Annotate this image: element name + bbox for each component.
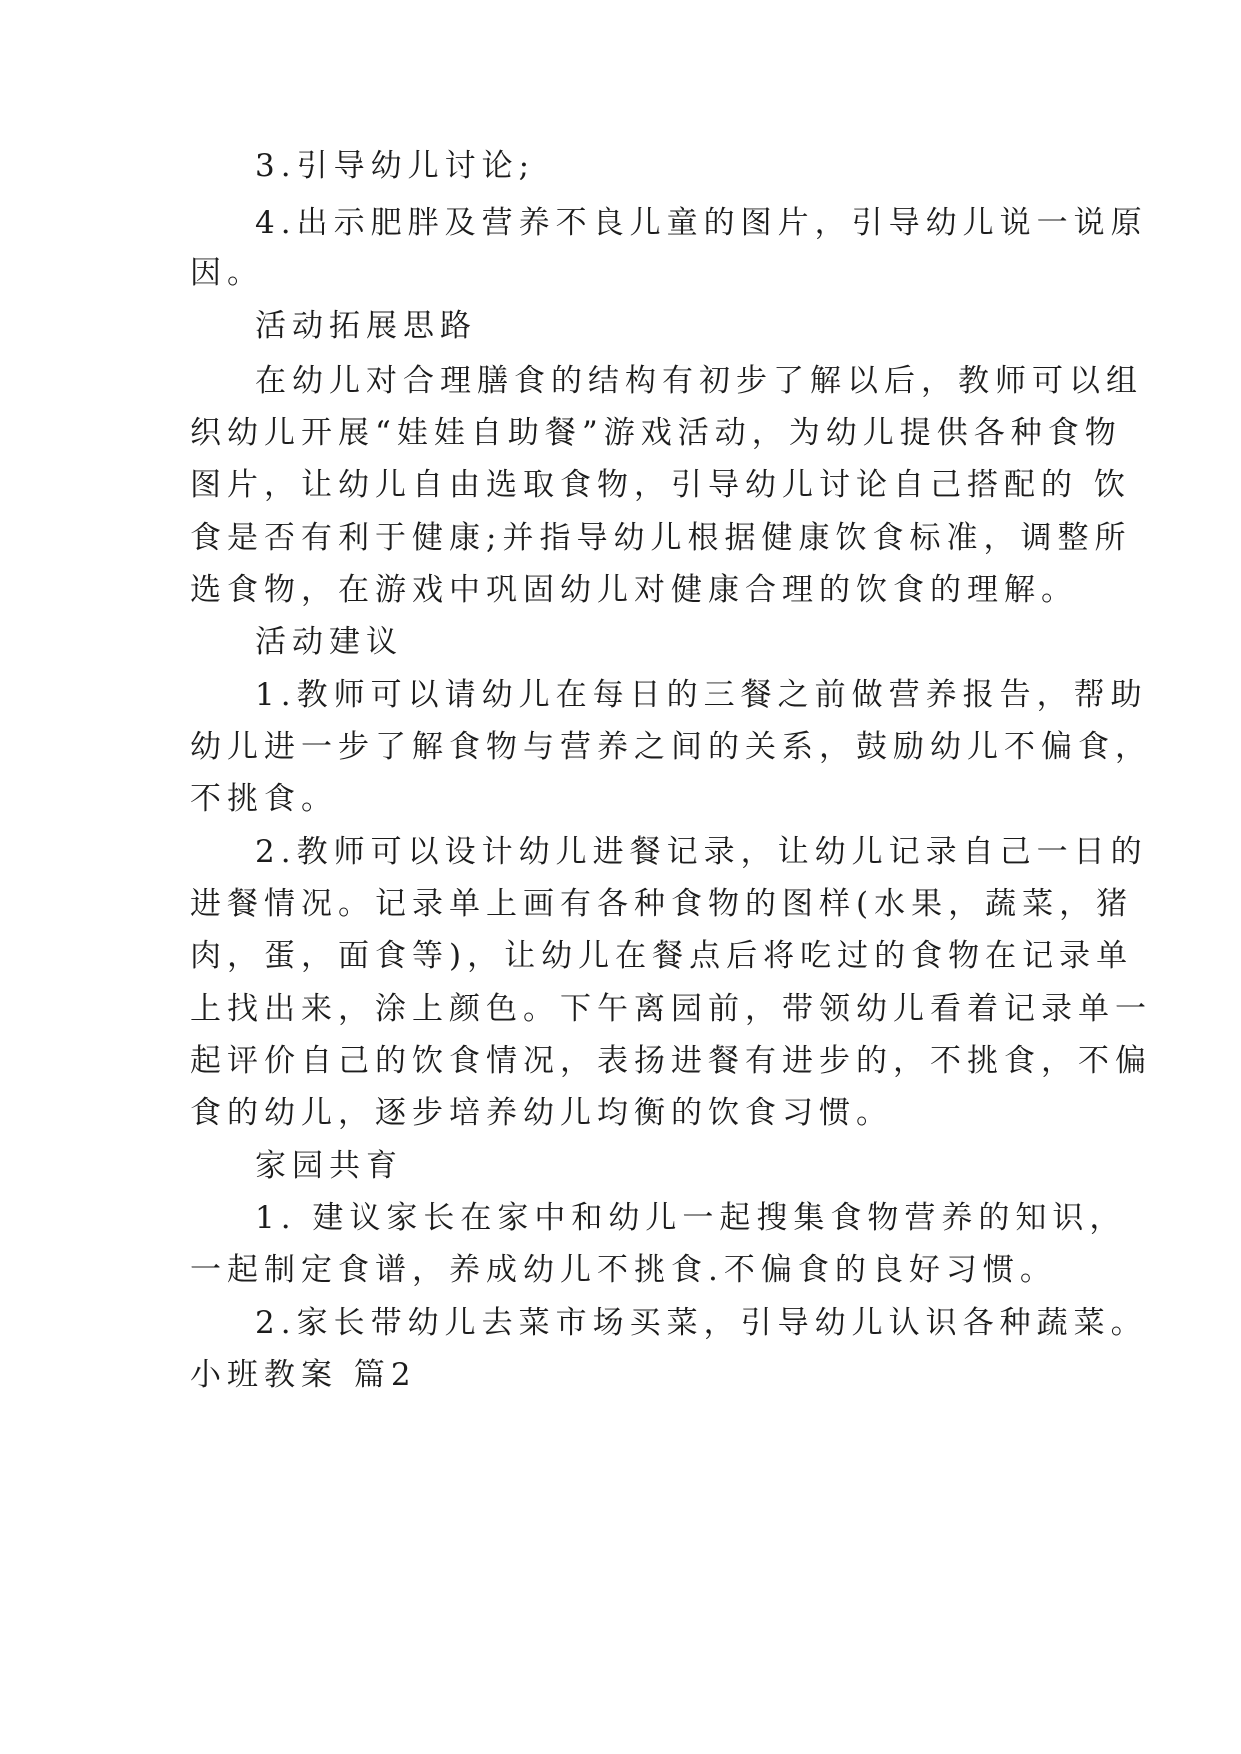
- paragraph-line: 肉，蛋，面食等)，让幼儿在餐点后将吃过的食物在记录单: [190, 938, 1134, 974]
- list-item-4-pictures: 4.出示肥胖及营养不良儿童的图片，引导幼儿说一说原: [255, 205, 1148, 241]
- list-item-2-market: 2.家长带幼儿去菜市场买菜，引导幼儿认识各种蔬菜。: [255, 1305, 1148, 1341]
- paragraph-line: 选食物，在游戏中巩固幼儿对健康合理的饮食的理解。: [190, 572, 1078, 608]
- text-line: 因。: [190, 255, 264, 291]
- paragraph-line: 幼儿进一步了解食物与营养之间的关系，鼓励幼儿不偏食，: [190, 729, 1152, 765]
- paragraph-line: 图片，让幼儿自由选取食物，引导幼儿讨论自己搭配的 饮: [190, 467, 1131, 503]
- paragraph-line: 织幼儿开展“娃娃自助餐”游戏活动，为幼儿提供各种食物: [190, 415, 1122, 451]
- list-item-3-discuss: 3.引导幼儿讨论;: [255, 148, 536, 184]
- paragraph-line: 一起制定食谱，养成幼儿不挑食.不偏食的良好习惯。: [190, 1252, 1057, 1288]
- section-heading-suggestions: 活动建议: [255, 624, 403, 660]
- lesson-plan-title: 小班教案 篇2: [190, 1357, 417, 1393]
- list-item-2-record: 2.教师可以设计幼儿进餐记录，让幼儿记录自己一日的: [255, 834, 1148, 870]
- paragraph-line: 食的幼儿，逐步培养幼儿均衡的饮食习惯。: [190, 1095, 893, 1131]
- paragraph-line: 食是否有利于健康;并指导幼儿根据健康饮食标准，调整所: [190, 520, 1132, 556]
- paragraph-line: 上找出来，涂上颜色。下午离园前，带领幼儿看着记录单一: [190, 991, 1152, 1027]
- paragraph-line: 不挑食。: [190, 781, 338, 817]
- list-item-1-report: 1.教师可以请幼儿在每日的三餐之前做营养报告，帮助: [255, 677, 1148, 713]
- paragraph-line: 起评价自己的饮食情况，表扬进餐有进步的，不挑食，不偏: [190, 1043, 1152, 1079]
- section-heading-home-school: 家园共育: [255, 1148, 403, 1184]
- paragraph-line: 在幼儿对合理膳食的结构有初步了解以后，教师可以组: [255, 363, 1143, 399]
- paragraph-line: 进餐情况。记录单上画有各种食物的图样(水果，蔬菜，猪: [190, 886, 1134, 922]
- section-heading-extension: 活动拓展思路: [255, 308, 477, 344]
- list-item-1-parents: 1. 建议家长在家中和幼儿一起搜集食物营养的知识，: [255, 1200, 1127, 1236]
